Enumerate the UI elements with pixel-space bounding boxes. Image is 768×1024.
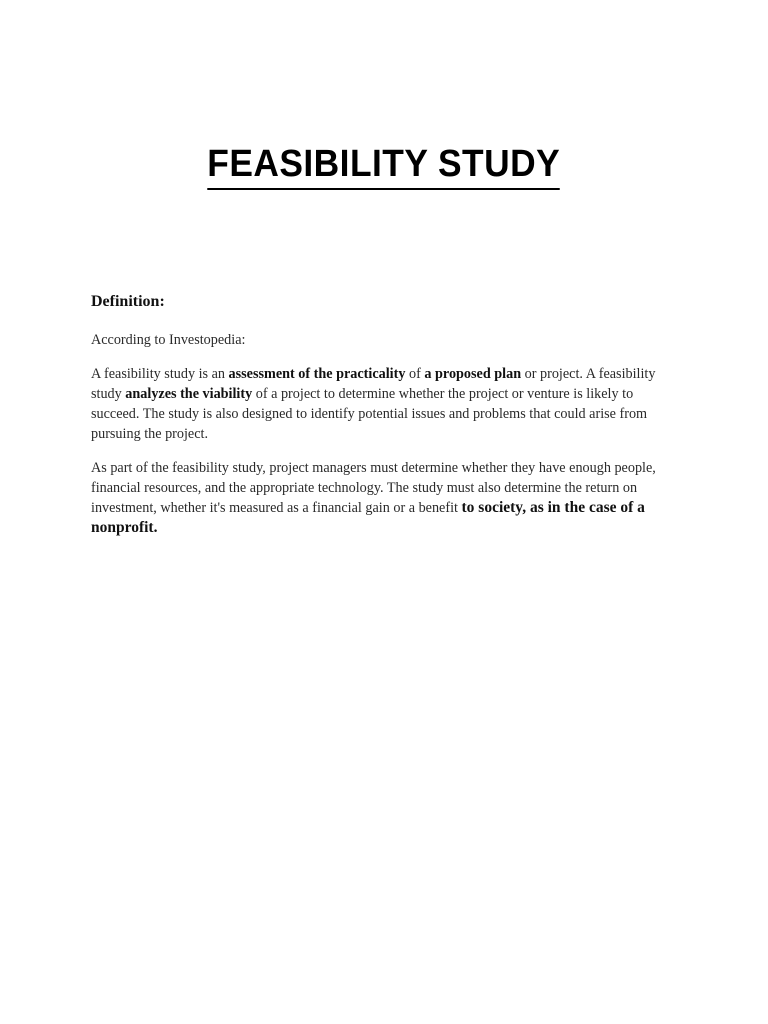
para1-text-4: of a project to determine whether the project or venture is likely to succeed. The study is also designed to identify potential issues and problems that could arise from pursuing the project. bbox=[91, 386, 648, 442]
paragraph-scope bbox=[91, 458, 681, 538]
document-body bbox=[91, 292, 681, 552]
definition-heading: Definition: bbox=[91, 293, 165, 310]
para1-text-1: A feasibility study is an bbox=[91, 366, 229, 382]
document-title-text: FEASIBILITY STUDY bbox=[208, 142, 561, 190]
para1-text-2: of bbox=[405, 366, 425, 382]
para1-text-3: or project. A feasibility study bbox=[91, 366, 656, 402]
para1-bold-proposed-plan: a proposed plan bbox=[424, 366, 522, 382]
source-line: According to Investopedia: bbox=[91, 332, 246, 348]
para1-bold-analyzes: analyzes the viability bbox=[125, 386, 253, 402]
paragraph-definition bbox=[91, 364, 681, 444]
para2-bold-society: to society, as in the case of a nonprofit. bbox=[91, 499, 645, 536]
para1-bold-assessment: assessment of the practicality bbox=[228, 366, 406, 382]
para2-text-1: As part of the feasibility study, project managers must determine whether they have enough people, financial resources, and the appropriate technology. The study must also determine the return on investment, whether it's measured as a financial gain or a benefit bbox=[91, 460, 656, 516]
document-title bbox=[0, 142, 768, 190]
